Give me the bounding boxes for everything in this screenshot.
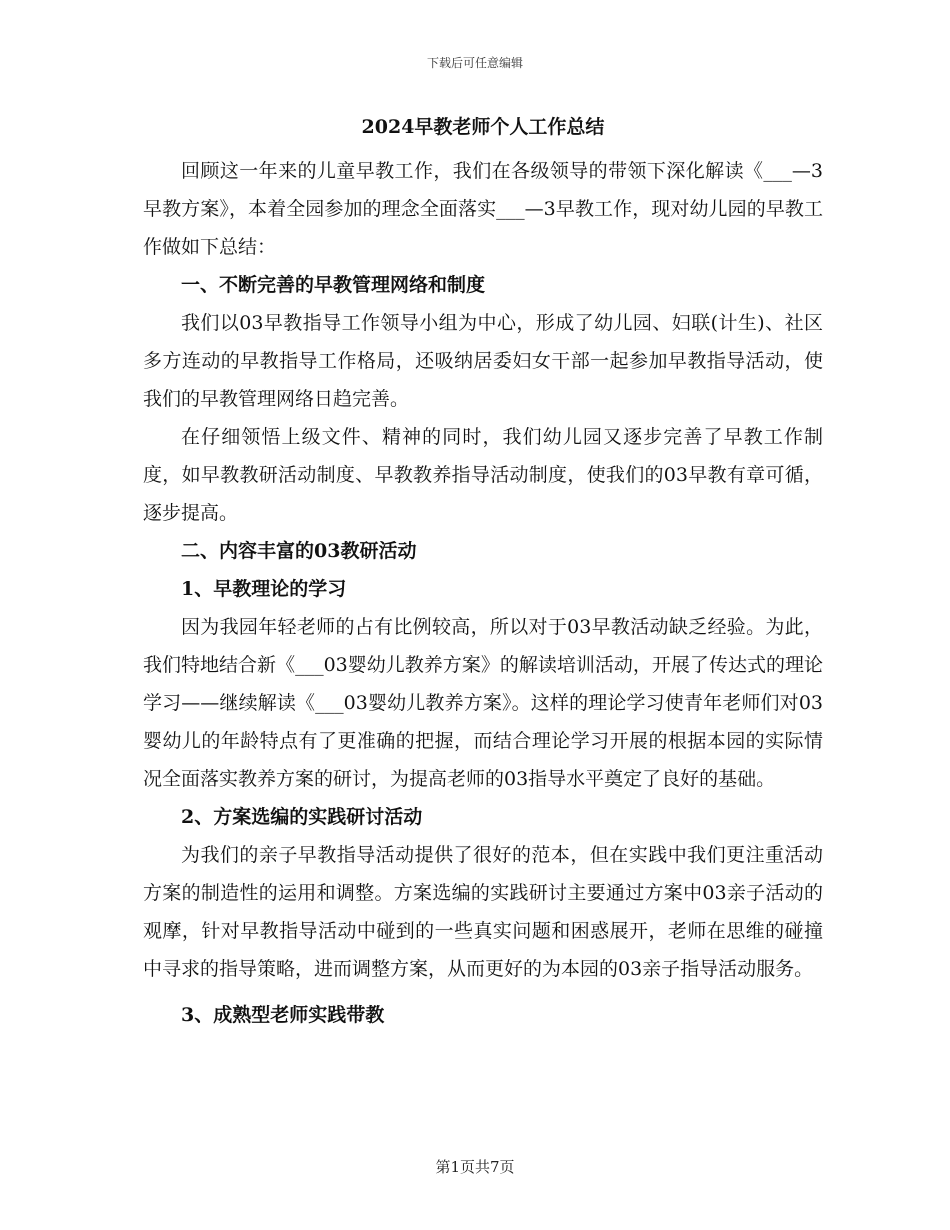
paragraph-plan-practice: 为我们的亲子早教指导活动提供了很好的范本，但在实践中我们更注重活动方案的制造性的运用和调整。方案选编的实践研讨主要通过方案中03亲子活动的观摩，针对早教指导活动中碰到的一些真实问题和困惑展开，老师在思维的碰撞中寻求的指导策略，进而调整方案，从而更好的为本园的03亲子指导活动服务。 (143, 844, 823, 980)
section-heading-2: 二、内容丰富的03教研活动 (181, 540, 417, 562)
subsection-heading-3: 3、成熟型老师实践带教 (181, 1004, 385, 1026)
header-note: 下载后可任意编辑 (426, 56, 523, 70)
paragraph-management-system: 在仔细领悟上级文件、精神的同时，我们幼儿园又逐步完善了早教工作制度，如早教教研活动制度、早教教养指导活动制度，使我们的03早教有章可循，逐步提高。 (143, 426, 823, 524)
page-footer: 第1页共7页 (435, 1158, 515, 1176)
paragraph-intro: 回顾这一年来的儿童早教工作，我们在各级领导的带领下深化解读《___—3早教方案》，本着全园参加的理念全面落实___—3早教工作，现对幼儿园的早教工作做如下总结： (143, 160, 823, 258)
document-body (143, 108, 823, 1034)
document-title: 2024早教老师个人工作总结 (361, 116, 605, 138)
paragraph-theory-study: 因为我园年轻老师的占有比例较高，所以对于03早教活动缺乏经验。为此，我们特地结合新《___03婴幼儿教养方案》的解读培训活动，开展了传达式的理论学习——继续解读《___03婴幼儿教养方案》。这样的理论学习使青年老师们对03婴幼儿的年龄特点有了更准确的把握，而结合理论学习开展的根据本园的实际情况全面落实教养方案的研讨，为提高老师的03指导水平奠定了良好的基础。 (143, 616, 823, 790)
section-heading-1: 一、不断完善的早教管理网络和制度 (181, 274, 486, 296)
paragraph-management-network: 我们以03早教指导工作领导小组为中心，形成了幼儿园、妇联(计生)、社区多方连动的早教指导工作格局，还吸纳居委妇女干部一起参加早教指导活动，使我们的早教管理网络日趋完善。 (143, 312, 823, 410)
subsection-heading-1: 1、早教理论的学习 (181, 578, 347, 600)
subsection-heading-2: 2、方案选编的实践研讨活动 (181, 806, 423, 828)
